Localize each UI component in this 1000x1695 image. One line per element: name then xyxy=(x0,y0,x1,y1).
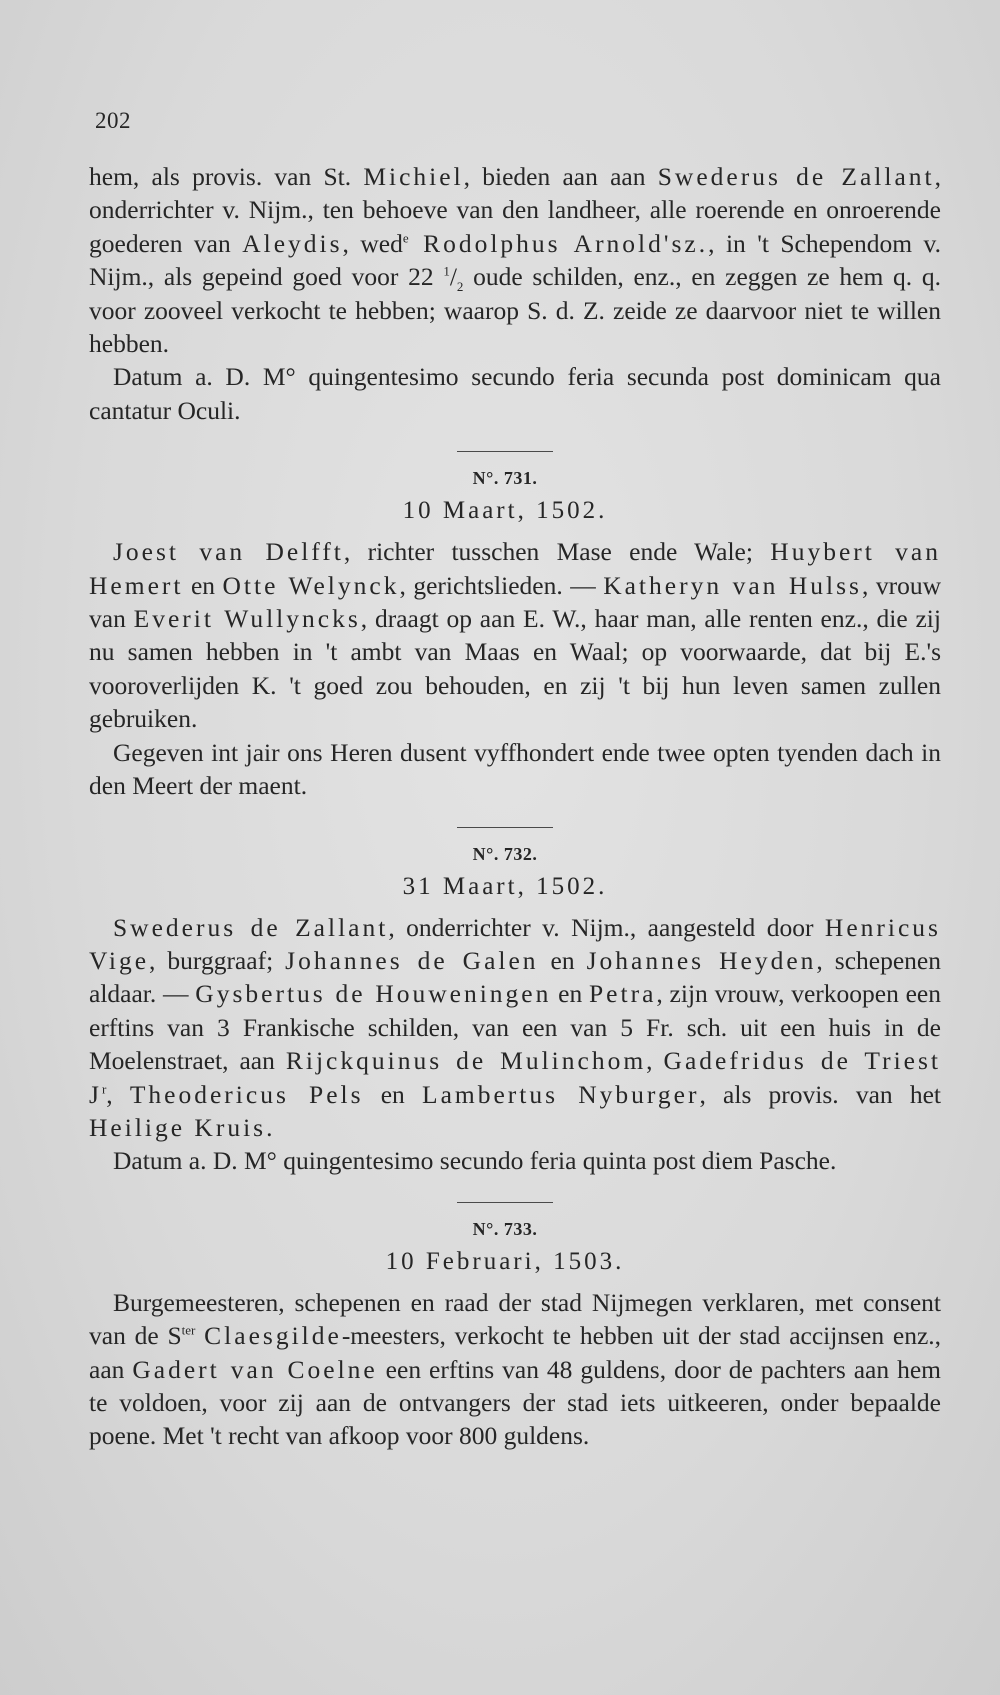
person-name: Lambertus Nyburger xyxy=(422,1079,700,1109)
place-name: Heilige Kruis xyxy=(89,1112,267,1142)
text-run: hem, als provis. van St. xyxy=(89,162,364,191)
text-run: , richter tusschen Mase ende Wale; xyxy=(343,537,771,567)
person-name: Gadefridus de Triest J xyxy=(89,1046,941,1109)
superscript: r xyxy=(101,1081,107,1097)
text-run: een erftins van 48 guldens, door de pachters aan hem te voldoen, voor zij aan de ontvangers der stad iets uitkeeren, onder bepaalde poene. Met 't recht van afkoop voor 800 guldens. xyxy=(89,1354,941,1451)
entry-paragraph xyxy=(89,535,941,735)
text-run: en xyxy=(538,945,587,975)
fraction-numerator: 1 xyxy=(443,263,450,279)
text-run: , xyxy=(646,1046,664,1076)
text-run: en xyxy=(363,1079,422,1109)
text-run: , zijn vrouw, verkoopen een erftins van 3 Frankische schilden, van een van 5 Fr. sch. uit een huis in de Moelenstraet, aan xyxy=(89,979,941,1076)
person-name: Gysbertus de Houweningen xyxy=(195,979,552,1009)
person-name: Rodolphus Arnold'sz. xyxy=(408,228,709,258)
text-run: , als provis. van het xyxy=(699,1079,941,1109)
entry-number: N°. 732. xyxy=(472,843,538,864)
text-run: -meesters, verkocht te hebben uit der stad accijnsen enz., aan xyxy=(89,1321,942,1384)
person-name: Theodericus Pels xyxy=(129,1079,364,1109)
page-body xyxy=(89,160,941,1453)
entry-number: N°. 731. xyxy=(472,468,538,489)
person-name: Gadert van Coelne xyxy=(132,1354,378,1384)
section-divider xyxy=(457,1202,553,1203)
superscript: ter xyxy=(181,1322,196,1338)
entry-paragraph xyxy=(89,911,941,1145)
person-name: Joest van Delfft xyxy=(113,537,344,567)
person-name: Everit Wullyncks xyxy=(133,604,361,634)
text-run: , in 't Schependom v. Nijm., als gepeind goed voor 22 xyxy=(89,228,942,292)
person-name: Katheryn van Hulss xyxy=(603,570,862,600)
text-run: , schepenen aldaar. — xyxy=(89,945,941,1009)
entry-paragraph xyxy=(89,1286,941,1453)
person-name: Swederus de Zallant xyxy=(657,162,935,191)
text-run: , vrouw van xyxy=(89,570,941,634)
continuation-paragraph: hem, als provis. van St. Michiel, bieden aan aan Swederus de Zallant, onderrichter v. Nijm., ten behoeve van den landheer, alle roerende en onroerende goederen van Aleydis, wed$^e$ Rodolphus Arnold'sz., in 't Schependom v. Nijm., als gepeind goed voor 22 $^1/_2$ oude schilden, enz., en zeggen ze hem q. q. voor zooveel verkocht te hebben; waarop S. d. Z. zeide ze daarvoor niet te willen hebben. xyxy=(89,162,942,359)
text-run: , xyxy=(106,1079,130,1109)
person-name: Henricus Vige xyxy=(89,912,941,975)
text-run: , draagt op aan E. W., haar man, alle renten enz., die zij nu samen hebben in 't ambt van Maas en Waal; op voorwaarde, dat bij E.'s vooroverlijden K. 't goed zou behouden, en zij 't bij hun leven samen zullen gebruiken. xyxy=(89,604,941,734)
text-run xyxy=(195,1321,204,1350)
entry-date: 31 Maart, 1502. xyxy=(402,872,608,900)
person-name: Johannes Heyden xyxy=(586,945,817,975)
datum-line: Datum a. D. M° quingentesimo secundo feria secunda post dominicam qua cantatur Oculi. xyxy=(89,362,941,425)
text-run: , burggraaf; xyxy=(149,945,286,975)
text-run: oude schilden, enz., en zeggen ze hem q. q. voor zooveel verkocht te hebben; waarop S. d. Z. zeide ze daarvoor niet te willen hebben. xyxy=(89,262,941,359)
text-run: , onderrichter v. Nijm., aangesteld door xyxy=(388,912,825,942)
person-name: Petra xyxy=(589,979,657,1009)
text-run: , onderrichter v. Nijm., ten behoeve van den landheer, alle roerende en onroerende goederen van xyxy=(89,162,941,258)
entry-date-clause: Datum a. D. M° quingentesimo secundo feria quinta post diem Pasche. xyxy=(113,1146,837,1176)
text-run: . xyxy=(266,1112,273,1142)
page-number: 202 xyxy=(95,108,131,133)
entry-date-clause: Gegeven int jair ons Heren dusent vyffhondert ende twee opten tyenden dach in den Meert der maent. xyxy=(89,737,941,801)
superscript: e xyxy=(402,230,409,246)
text-run: , gerichtslieden. — xyxy=(399,570,604,600)
person-name: Aleydis xyxy=(242,228,343,258)
section-divider xyxy=(457,451,553,452)
text-run: , wed xyxy=(342,228,403,258)
fraction-denominator: 2 xyxy=(456,279,464,295)
text-run: en xyxy=(551,979,589,1009)
person-name: Rijckquinus de Mulinchom xyxy=(285,1046,647,1076)
person-name: Johannes de Galen xyxy=(285,945,539,975)
section-divider xyxy=(457,827,553,828)
entry-number: N°. 733. xyxy=(472,1218,538,1239)
person-name: Michiel xyxy=(363,162,464,191)
person-name: Huybert van Hemert xyxy=(89,537,941,600)
entry-date: 10 Februari, 1503. xyxy=(385,1247,625,1275)
text-run: , bieden aan aan xyxy=(463,162,658,191)
text-run: en xyxy=(183,570,223,600)
person-name: Otte Welynck xyxy=(222,570,400,600)
person-name: Swederus de Zallant xyxy=(113,912,389,942)
entry-date: 10 Maart, 1502. xyxy=(402,497,608,525)
guild-name: Claesgilde xyxy=(204,1321,342,1351)
text-run: Burgemeesteren, schepenen en raad der stad Nijmegen verklaren, met consent van de S xyxy=(89,1287,941,1351)
